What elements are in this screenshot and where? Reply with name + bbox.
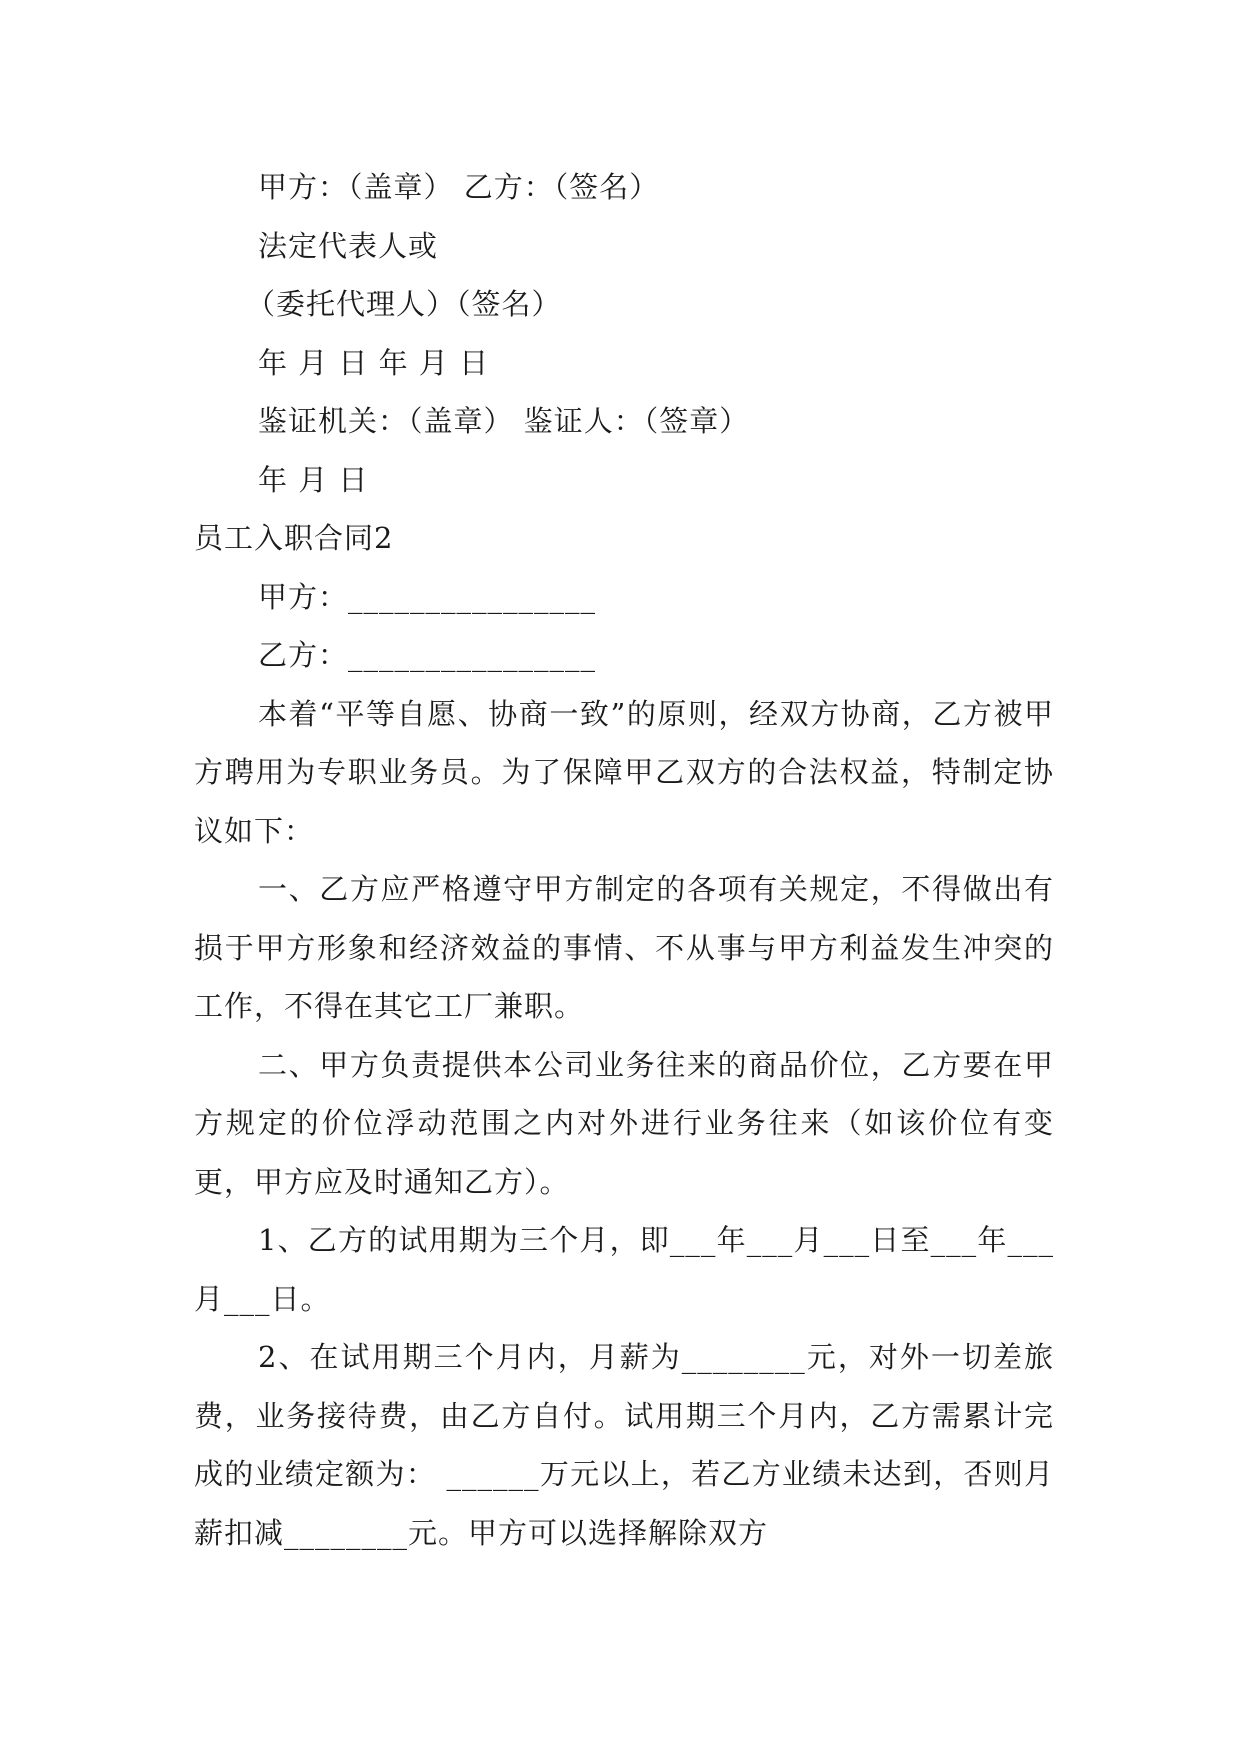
party-b-field: 乙方：________________ bbox=[258, 638, 597, 672]
signature-date-line: 年 月 日 年 月 日 bbox=[258, 345, 490, 380]
item-one-paragraph: 1、乙方的试用期为三个月，即___年___月___日至___年___月___日。 bbox=[194, 1223, 1054, 1316]
intro-paragraph: 本着“平等自愿、协商一致”的原则，经双方协商，乙方被甲方聘用为专职业务员。为了保障甲乙双方的合法权益，特制定协议如下： bbox=[194, 696, 1054, 848]
authentication-date-line: 年 月 日 bbox=[258, 462, 369, 497]
legal-representative-line: 法定代表人或 bbox=[258, 228, 439, 263]
authorized-agent-line: （委托代理人）（签名） bbox=[246, 287, 562, 321]
party-a-field: 甲方：________________ bbox=[258, 579, 597, 614]
document-body bbox=[194, 158, 1054, 1562]
authentication-line: 鉴证机关：（盖章） 鉴证人：（签章） bbox=[258, 404, 750, 438]
item-two-paragraph: 2、在试用期三个月内，月薪为________元，对外一切差旅费，业务接待费，由乙方自付。试用期三个月内，乙方需累计完成的业绩定额为： ______万元以上，若乙方业绩未达到，否则月薪扣减________元。甲方可以选择解除双方 bbox=[194, 1340, 1054, 1550]
clause-two-paragraph: 二、甲方负责提供本公司业务往来的商品价位，乙方要在甲方规定的价位浮动范围之内对外进行业务往来（如该价位有变更，甲方应及时通知乙方）。 bbox=[194, 1047, 1054, 1199]
contract-title: 员工入职合同2 bbox=[194, 521, 394, 555]
clause-one-paragraph: 一、乙方应严格遵守甲方制定的各项有关规定，不得做出有损于甲方形象和经济效益的事情、不从事与甲方利益发生冲突的工作，不得在其它工厂兼职。 bbox=[194, 872, 1054, 1023]
signature-parties-line: 甲方：（盖章） 乙方：（签名） bbox=[258, 170, 660, 204]
